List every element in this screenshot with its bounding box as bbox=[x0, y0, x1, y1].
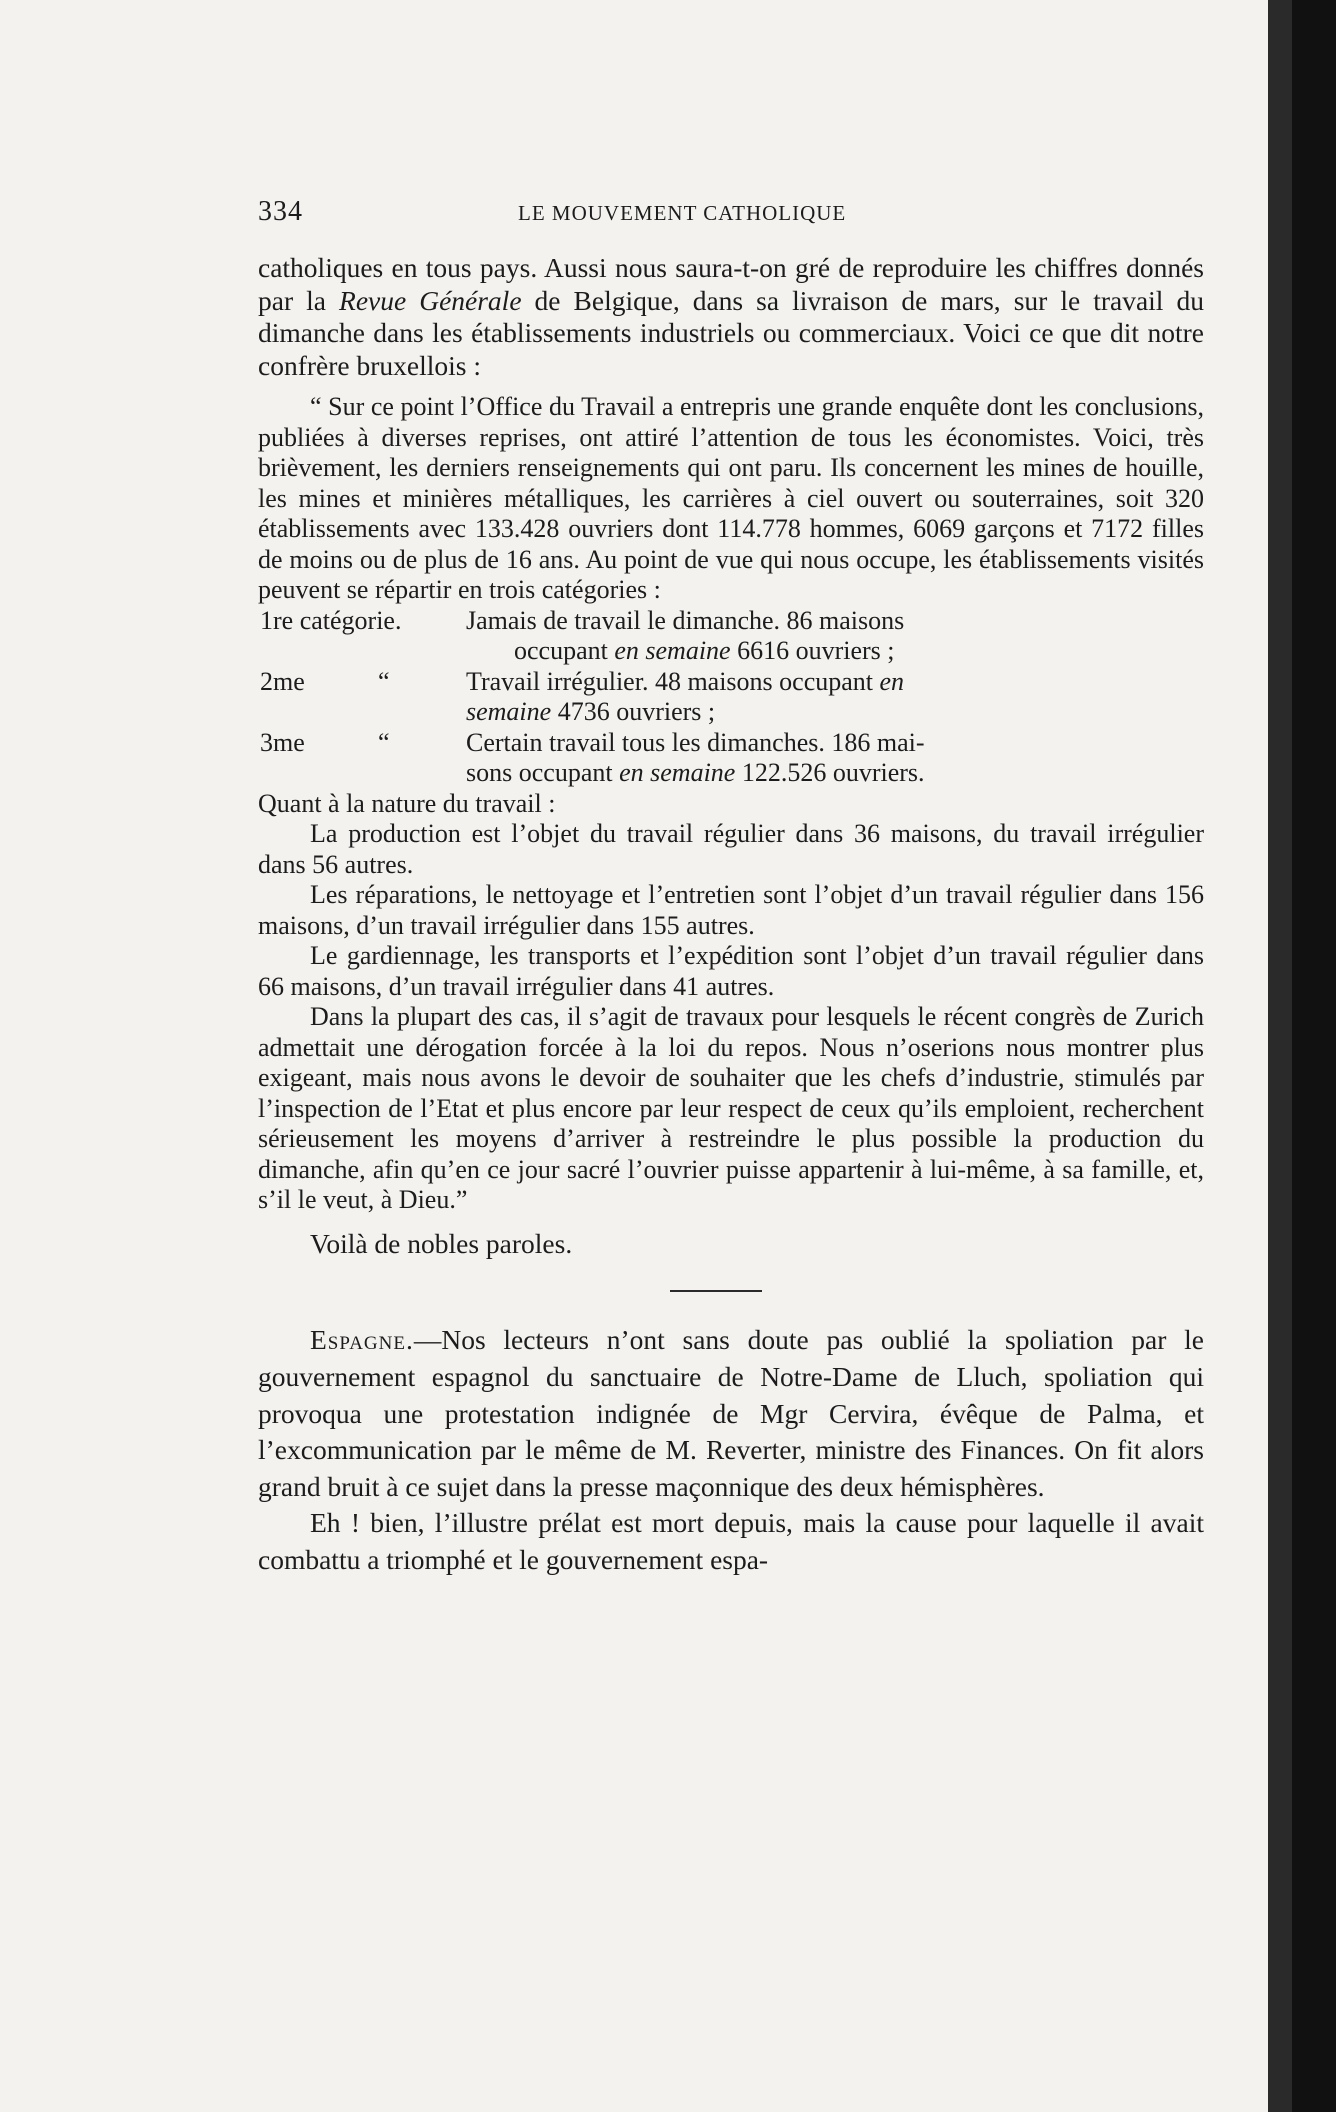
quote-paragraph: La production est l’objet du travail régulier dans 36 maisons, du travail irrégulier dans 56 autres. bbox=[258, 819, 1204, 879]
category-label: 2me bbox=[260, 666, 305, 696]
category-row-2: 2me “ Travail irrégulier. 48 maisons occupant en semaine 4736 ouvriers ; bbox=[260, 666, 905, 727]
category-row-3: 3me “ Certain travail tous les dimanches. 186 mai- sons occupant en semaine 122.526 ouvriers. bbox=[258, 728, 1204, 789]
quote-paragraph: Les réparations, le nettoyage et l’entretien sont l’objet d’un travail régulier dans 156 maisons, d’un travail irrégulier dans 155 autres. bbox=[258, 880, 1204, 940]
page-content bbox=[258, 196, 1204, 1579]
quoted-report bbox=[258, 392, 1204, 1216]
section-heading-spain: Espagne. bbox=[310, 1324, 414, 1356]
category-row-1: 1re catégorie. Jamais de travail le dimanche. 86 maisons occupant en semaine 6616 ouvriers ; bbox=[258, 606, 1204, 667]
category-description: Certain travail tous les dimanches. 186 mai- bbox=[466, 727, 925, 757]
intro-text-end: de Belgique, dans sa livraison de mars, sur le travail du dimanche dans les établissements industriels ou commerciaux. Voici ce que dit notre confrère bruxellois : bbox=[258, 284, 1204, 381]
quote-opening: “ Sur ce point l’Office du Travail a entrepris une grande enquête dont les conclusions, publiées à diverses reprises, ont attiré l’attention de tous les économistes. Voici, très brièvement, les derniers renseignements qui ont paru. Ils concernent les mines de houille, les mines et minières métalliques, les carrières à ciel ouvert ou souterraines, soit 320 établissements avec 133.428 ouvriers dont 114.778 hommes, 6069 garçons et 7172 filles de moins ou de plus de 16 ans. Au point de vue qui nous occupe, les établissements visités peuvent se répartir en trois catégories : bbox=[258, 392, 1204, 605]
intro-text-start: catholiques en tous pays. Aussi nous saura-t-on gré de reproduire les chiffres donnés par la bbox=[258, 252, 1204, 316]
category-description: Travail irrégulier. 48 maisons occupant bbox=[466, 666, 880, 696]
section-divider bbox=[670, 1290, 762, 1292]
quote-paragraph: Dans la plupart des cas, il s’agit de travaux pour lesquels le récent congrès de Zurich admettait une dérogation forcée à la loi du repos. Nous n’oserions nous montrer plus exigeant, mais nous avons le devoir de souhaiter que les chefs d’industrie, stimulés par l’inspection de l’Etat et plus encore par leur respect de ceux qu’ils emploient, recherchent sérieusement les moyens d’arriver à restreindre le plus possible la production du dimanche, afin qu’en ce jour sacré l’ouvrier puisse appartenir à lui-même, à sa famille, et, s’il le veut, à Dieu.” bbox=[258, 1002, 1204, 1215]
category-label: 1re catégorie. bbox=[260, 605, 402, 635]
quote-paragraph: Quant à la nature du travail : bbox=[258, 788, 556, 818]
journal-title: Revue Générale bbox=[339, 284, 522, 316]
quote-paragraph: Le gardiennage, les transports et l’expédition sont l’objet d’un travail régulier dans 66 maisons, d’un travail irrégulier dans 41 autres. bbox=[258, 941, 1204, 1001]
page-number: 334 bbox=[258, 196, 303, 227]
category-description: Jamais de travail le dimanche. 86 maisons bbox=[466, 605, 905, 635]
intro-paragraph bbox=[258, 252, 1204, 382]
spain-paragraph: Eh ! bien, l’illustre prélat est mort depuis, mais la cause pour laquelle il avait combattu a triomphé et le gouvernement espa- bbox=[258, 1507, 1204, 1576]
ditto-mark: “ bbox=[378, 727, 390, 757]
spain-section bbox=[258, 1322, 1204, 1578]
running-head: LE MOUVEMENT CATHOLIQUE bbox=[518, 201, 847, 225]
page-header bbox=[258, 196, 1204, 238]
category-label: 3me bbox=[260, 727, 305, 757]
closing-remark: Voilà de nobles paroles. bbox=[310, 1227, 573, 1259]
spain-paragraph: —Nos lecteurs n’ont sans doute pas oublié la spoliation par le gouvernement espagnol du sanctuaire de Notre-Dame de Lluch, spoliation qui provoqua une protestation indignée de Mgr Cervira, évêque de Palma, et l’excommunication par le même de M. Reverter, ministre des Finances. On fit alors grand bruit à ce sujet dans la presse maçonnique des deux hémisphères. bbox=[258, 1324, 1204, 1502]
ditto-mark: “ bbox=[378, 666, 390, 696]
